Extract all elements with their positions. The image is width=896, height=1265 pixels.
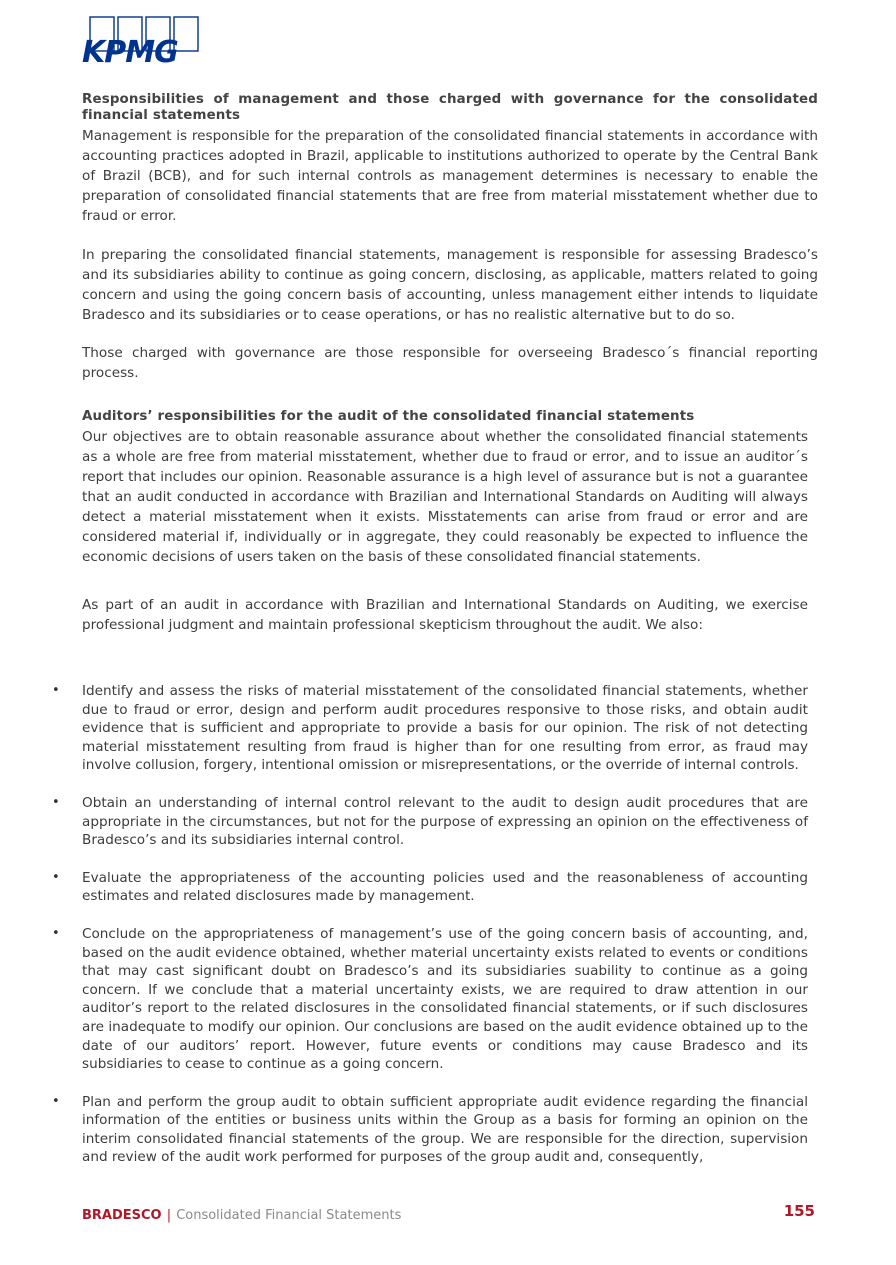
paragraph-audit-judgment: As part of an audit in accordance with Brazilian and International Standards on Auditing, we exercise professional judgment and maintain professional skepticism throughout the audit. We also:	[82, 597, 808, 633]
list-item	[52, 794, 808, 850]
paragraph-going-concern: In preparing the consolidated financial statements, management is responsible for assessing Bradesco’s and its subsidiaries ability to continue as going concern, disclosing, as applicable, matters related to going concern and using the going concern basis of accounting, unless management either intends to liquidate Bradesco and its subsidiaries or to cease operations, or has no realistic alternative but to do so.	[82, 247, 818, 323]
kpmg-logo-graphic	[82, 16, 202, 64]
section-heading-auditors: Auditors’ responsibilities for the audit of the consolidated financial statements	[82, 409, 695, 424]
bullet-icon: •	[52, 925, 60, 941]
list-item-text: Obtain an understanding of internal control relevant to the audit to design audit procedures that are appropriate in the circumstances, but not for the purpose of expressing an opinion on the effectiveness of Bradesco’s and its subsidiaries internal control.	[82, 794, 808, 849]
list-item-text: Identify and assess the risks of material misstatement of the consolidated financial statements, whether due to fraud or error, design and perform audit procedures responsive to those risks, and obtain audit evidence that is sufficient and appropriate to provide a basis for our opinion. The risk of not detecting material misstatement resulting from fraud is higher than for one resulting from error, as fraud may involve collusion, forgery, intentional omission or misrepresentations, or the override of internal controls.	[82, 683, 808, 774]
kpmg-logo-text: KPMG	[82, 35, 178, 64]
list-item-text: Evaluate the appropriateness of the accounting policies used and the reasonableness of accounting estimates and related disclosures made by management.	[82, 869, 808, 905]
page-footer	[82, 1204, 818, 1224]
bullet-icon: •	[52, 1093, 60, 1109]
list-item	[52, 682, 808, 775]
main-content	[82, 92, 818, 635]
audit-procedures-list	[52, 682, 808, 1186]
list-item	[52, 869, 808, 906]
bullet-icon: •	[52, 869, 60, 885]
footer-document-title: Consolidated Financial Statements	[176, 1208, 402, 1223]
list-item-text: Plan and perform the group audit to obtain sufficient appropriate audit evidence regarding the financial information of the entities or business units within the Group as a basis for forming an opinion on the interim consolidated financial statements of the group. We are responsible for the direction, supervision and review of the audit work performed for purposes of the group audit and, consequently,	[82, 1093, 808, 1166]
paragraph-auditor-objectives: Our objectives are to obtain reasonable assurance about whether the consolidated financial statements as a whole are free from material misstatement, whether due to fraud or error, and to issue an auditor´s report that includes our opinion. Reasonable assurance is a high level of assurance but is not a guarantee that an audit conducted in accordance with Brazilian and International Standards on Auditing will always detect a material misstatement when it exists. Misstatements can arise from fraud or error and are considered material if, individually or in aggregate, they could reasonably be expected to influence the economic decisions of users taken on the basis of these consolidated financial statements.	[82, 429, 808, 565]
footer-separator: |	[166, 1208, 172, 1223]
paragraph-governance: Those charged with governance are those responsible for overseeing Bradesco´s financial reporting process.	[82, 345, 818, 381]
bullet-icon: •	[52, 794, 60, 810]
list-item-text: Conclude on the appropriateness of management’s use of the going concern basis of accounting, and, based on the audit evidence obtained, whether material uncertainty exists related to events or conditions that may cast significant doubt on Bradesco’s and its subsidiaries suability to continue as a going concern. If we conclude that a material uncertainty exists, we are required to draw attention in our auditor’s report to the related disclosures in the consolidated financial statements, or if such disclosures are inadequate to modify our opinion. Our conclusions are based on the audit evidence obtained up to the date of our auditors’ report. However, future events or conditions may cause Bradesco and its subsidiaries to cease to continue as a going concern.	[82, 925, 808, 1073]
page-number: 155	[783, 1202, 815, 1220]
list-item	[52, 1093, 808, 1167]
section-heading-management: Responsibilities of management and those charged with governance for the consolidated financial statements	[82, 92, 818, 123]
bullet-icon: •	[52, 683, 60, 698]
kpmg-logo	[82, 16, 202, 64]
footer-brand: BRADESCO	[82, 1208, 162, 1223]
list-item	[52, 925, 808, 1074]
paragraph-management-responsibility: Management is responsible for the preparation of the consolidated financial statements in accordance with accounting practices adopted in Brazil, applicable to institutions authorized to operate by the Central Bank of Brazil (BCB), and for such internal controls as management determines is necessary to enable the preparation of consolidated financial statements that are free from material misstatement whether due to fraud or error.	[82, 128, 818, 224]
